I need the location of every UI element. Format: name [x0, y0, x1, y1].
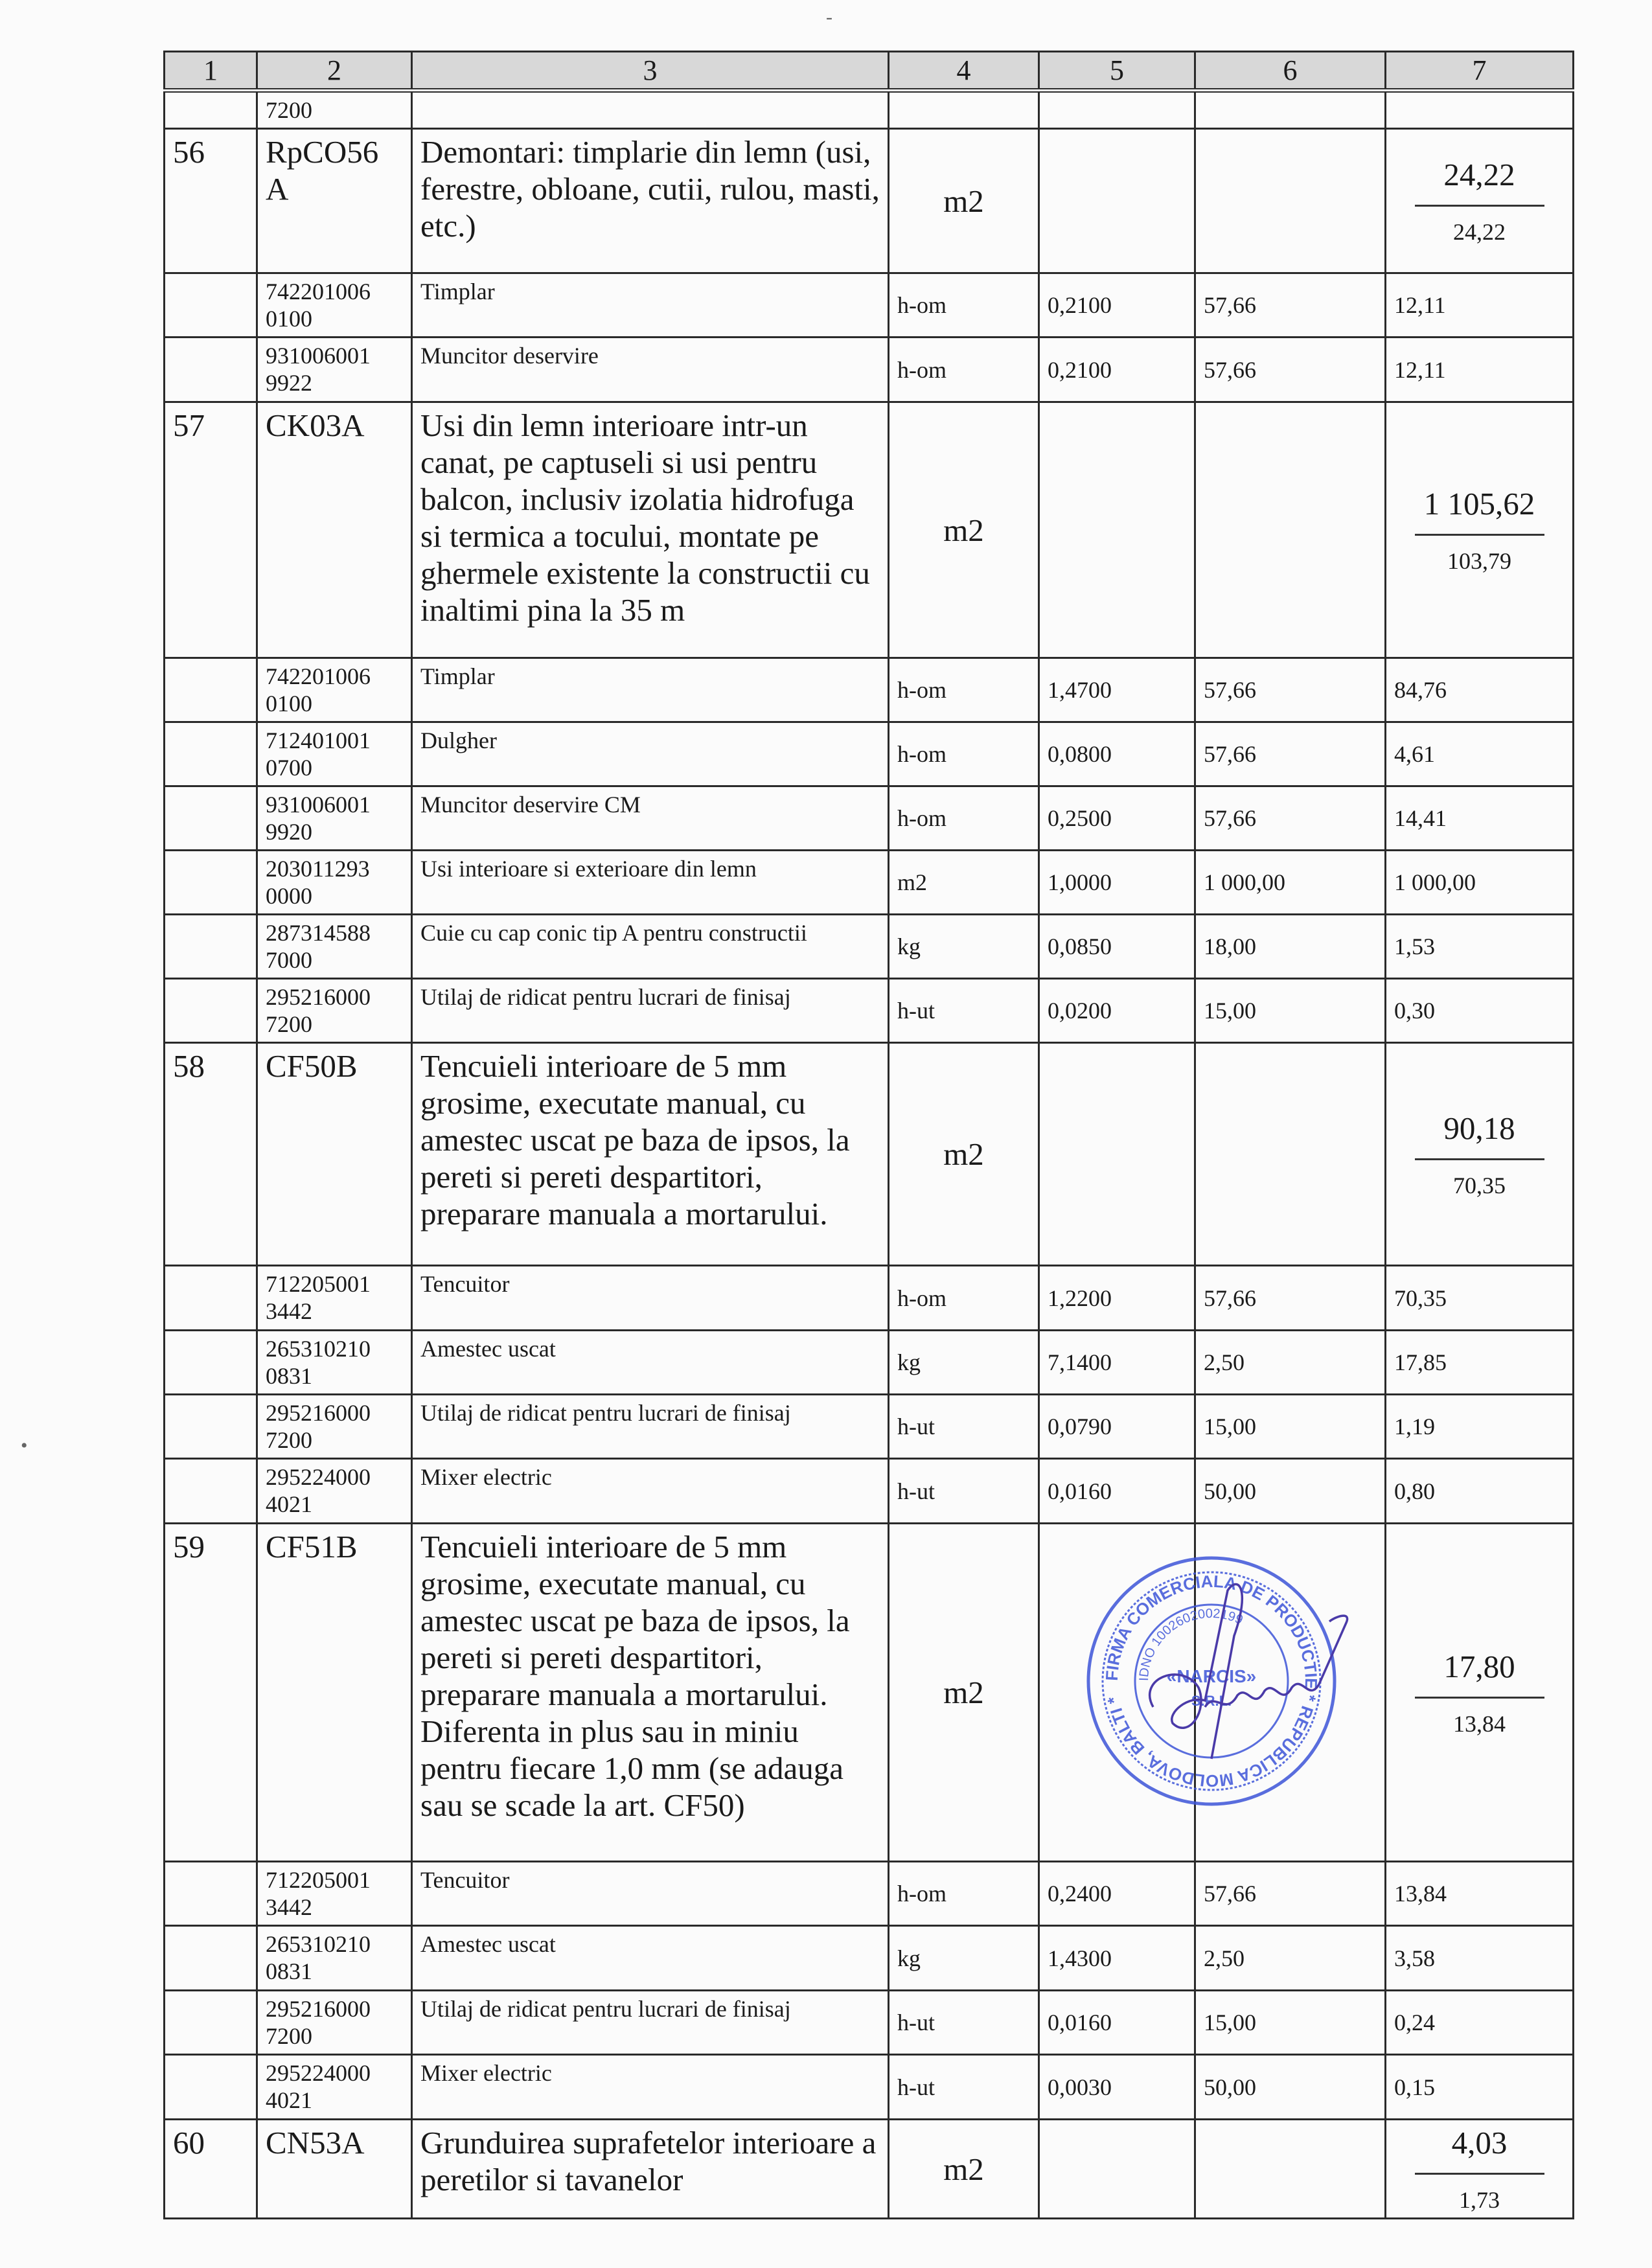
item-labor-total: 1,73 [1459, 2187, 1500, 2213]
quantity-cell [1039, 2120, 1195, 2219]
item-code: CF51B [257, 1524, 412, 1862]
work-item-row [165, 2120, 1574, 2219]
item-number-cell [165, 338, 257, 402]
item-total-cell [1386, 2120, 1574, 2219]
item-number: 57 [165, 402, 257, 658]
resource-total: 13,84 [1386, 1862, 1574, 1926]
resource-code: 712205001 3442 [257, 1862, 412, 1926]
quantity-cell [1039, 1524, 1195, 1862]
resource-unit: h-om [889, 273, 1039, 338]
resource-price: 57,66 [1195, 338, 1386, 402]
item-number-cell [165, 979, 257, 1043]
resource-name: Mixer electric [412, 1459, 889, 1524]
resource-name: Amestec uscat [412, 1926, 889, 1991]
resource-name: Utilaj de ridicat pentru lucrari de finisaj [412, 1991, 889, 2055]
resource-row [165, 851, 1574, 915]
item-description: Tencuieli interioare de 5 mm grosime, executate manual, cu amestec uscat pe baza de ipsos, la pereti si pereti despartitori, preparare manuala a mortarului. Diferenta in plus sau in miniu pentru fiecare 1,0 mm (se adauga sau se scade la art. CF50) [412, 1524, 889, 1862]
resource-row [165, 786, 1574, 851]
item-number: 58 [165, 1043, 257, 1266]
item-number-cell [165, 1991, 257, 2055]
resource-unit: kg [889, 1331, 1039, 1395]
item-number-cell [165, 1459, 257, 1524]
resource-quantity: 0,2100 [1039, 273, 1195, 338]
resource-code: 265310210 0831 [257, 1926, 412, 1991]
resource-price: 15,00 [1195, 979, 1386, 1043]
resource-row [165, 1862, 1574, 1926]
resource-quantity: 0,2500 [1039, 786, 1195, 851]
price-cell [1195, 91, 1386, 129]
resource-unit: h-om [889, 1862, 1039, 1926]
resource-unit: h-ut [889, 1991, 1039, 2055]
resource-unit: h-om [889, 786, 1039, 851]
resource-code: 287314588 7000 [257, 915, 412, 979]
item-labor-total: 24,22 [1453, 219, 1506, 245]
resource-row [165, 1459, 1574, 1524]
resource-quantity: 0,2400 [1039, 1862, 1195, 1926]
resource-total: 0,30 [1386, 979, 1574, 1043]
resource-price: 1 000,00 [1195, 851, 1386, 915]
item-number-cell [165, 1862, 257, 1926]
resource-unit: h-ut [889, 2055, 1039, 2120]
item-number-cell [165, 658, 257, 722]
resource-row [165, 273, 1574, 338]
resource-code: 712205001 3442 [257, 1266, 412, 1331]
resource-price: 2,50 [1195, 1926, 1386, 1991]
item-code: CK03A [257, 402, 412, 658]
resource-name: Tencuitor [412, 1862, 889, 1926]
resource-name: Cuie cu cap conic tip A pentru constructii [412, 915, 889, 979]
total-cell [1386, 91, 1574, 129]
item-number-cell [165, 915, 257, 979]
resource-name: Muncitor deservire [412, 338, 889, 402]
resource-unit: h-om [889, 658, 1039, 722]
resource-total: 0,80 [1386, 1459, 1574, 1524]
resource-code: 265310210 0831 [257, 1331, 412, 1395]
resource-total: 0,15 [1386, 2055, 1574, 2120]
resource-quantity: 0,0850 [1039, 915, 1195, 979]
item-number: 56 [165, 129, 257, 273]
column-number-header [165, 52, 1574, 91]
resource-price: 57,66 [1195, 722, 1386, 786]
item-unit: m2 [889, 1524, 1039, 1862]
resource-unit: h-om [889, 722, 1039, 786]
resource-row [165, 2055, 1574, 2120]
resource-price: 57,66 [1195, 786, 1386, 851]
resource-total: 4,61 [1386, 722, 1574, 786]
quantity-cell [1039, 1043, 1195, 1266]
resource-code: 295224000 4021 [257, 2055, 412, 2120]
resource-unit: kg [889, 1926, 1039, 1991]
item-total-cell [1386, 402, 1574, 658]
resource-total: 0,24 [1386, 1991, 1574, 2055]
resource-name: Muncitor deservire CM [412, 786, 889, 851]
item-number-cell [165, 91, 257, 129]
resource-quantity: 1,0000 [1039, 851, 1195, 915]
item-number: 60 [165, 2120, 257, 2219]
resource-total: 1 000,00 [1386, 851, 1574, 915]
resource-code: 203011293 0000 [257, 851, 412, 915]
header-col-4: 4 [889, 52, 1039, 91]
resource-total: 70,35 [1386, 1266, 1574, 1331]
scan-mark: • [21, 1435, 28, 1456]
resource-code: 742201006 0100 [257, 658, 412, 722]
resource-name: Mixer electric [412, 2055, 889, 2120]
resource-name: Amestec uscat [412, 1331, 889, 1395]
quantity-cell [1039, 91, 1195, 129]
header-col-6: 6 [1195, 52, 1386, 91]
resource-quantity: 0,0160 [1039, 1991, 1195, 2055]
item-description: Usi din lemn interioare intr-un canat, pe captuseli si usi pentru balcon, inclusiv izolatia hidrofuga si termica a tocului, montate pe ghermele existente la constructii cu inaltimi pina la 35 m [412, 402, 889, 658]
price-cell [1195, 2120, 1386, 2219]
item-total-cell [1386, 1524, 1574, 1862]
item-number-cell [165, 1266, 257, 1331]
resource-price: 57,66 [1195, 273, 1386, 338]
resource-code: 931006001 9922 [257, 338, 412, 402]
resource-quantity: 0,0790 [1039, 1395, 1195, 1459]
resource-unit: h-om [889, 1266, 1039, 1331]
item-number-cell [165, 1331, 257, 1395]
unit-cell [889, 91, 1039, 129]
resource-price: 50,00 [1195, 2055, 1386, 2120]
work-item-row [165, 129, 1574, 273]
header-col-1: 1 [165, 52, 257, 91]
resource-quantity: 0,0030 [1039, 2055, 1195, 2120]
resource-quantity: 0,0160 [1039, 1459, 1195, 1524]
item-number-cell [165, 1395, 257, 1459]
price-cell [1195, 129, 1386, 273]
resource-code: 295216000 7200 [257, 1395, 412, 1459]
resource-row [165, 979, 1574, 1043]
resource-price: 15,00 [1195, 1395, 1386, 1459]
item-total: 4,03 [1451, 2125, 1508, 2160]
header-col-7: 7 [1386, 52, 1574, 91]
resource-total: 12,11 [1386, 273, 1574, 338]
resource-quantity: 1,4300 [1039, 1926, 1195, 1991]
continued-row [165, 91, 1574, 129]
resource-name: Utilaj de ridicat pentru lucrari de finisaj [412, 979, 889, 1043]
resource-code: 295216000 7200 [257, 979, 412, 1043]
resource-row [165, 1395, 1574, 1459]
item-number-cell [165, 786, 257, 851]
resource-name: Tencuitor [412, 1266, 889, 1331]
resource-unit: h-ut [889, 1395, 1039, 1459]
price-cell [1195, 1043, 1386, 1266]
resource-row [165, 1926, 1574, 1991]
item-total: 1 105,62 [1423, 486, 1535, 521]
resource-quantity: 1,4700 [1039, 658, 1195, 722]
item-number: 59 [165, 1524, 257, 1862]
work-item-row [165, 1043, 1574, 1266]
item-labor-total: 103,79 [1447, 548, 1511, 574]
scan-mark: - [826, 6, 832, 28]
svg-text:FIRMA COMERCIALA DE PRODUCTIE: FIRMA COMERCIALA DE PRODUCTIE * REPUBLICA MOLDOVA, BALTI * [1101, 1571, 1322, 1791]
item-number-cell [165, 273, 257, 338]
price-cell [1195, 402, 1386, 658]
resource-name: Timplar [412, 658, 889, 722]
resource-row [165, 338, 1574, 402]
resource-code: 295224000 4021 [257, 1459, 412, 1524]
resource-row [165, 915, 1574, 979]
estimate-table [163, 51, 1574, 2219]
item-unit: m2 [889, 2120, 1039, 2219]
resource-unit: kg [889, 915, 1039, 979]
resource-row [165, 1331, 1574, 1395]
resource-price: 2,50 [1195, 1331, 1386, 1395]
work-item-row [165, 402, 1574, 658]
item-code: CF50B [257, 1043, 412, 1266]
description-cell [412, 91, 889, 129]
quantity-cell [1039, 402, 1195, 658]
resource-quantity: 0,2100 [1039, 338, 1195, 402]
item-number-cell [165, 851, 257, 915]
item-total-cell [1386, 1043, 1574, 1266]
header-col-5: 5 [1039, 52, 1195, 91]
resource-price: 15,00 [1195, 1991, 1386, 2055]
item-unit: m2 [889, 129, 1039, 273]
resource-row [165, 1991, 1574, 2055]
resource-total: 84,76 [1386, 658, 1574, 722]
resource-total: 1,53 [1386, 915, 1574, 979]
quantity-cell [1039, 129, 1195, 273]
resource-total: 1,19 [1386, 1395, 1574, 1459]
work-item-row [165, 1524, 1574, 1862]
price-cell [1195, 1524, 1386, 1862]
resource-name: Utilaj de ridicat pentru lucrari de finisaj [412, 1395, 889, 1459]
item-number-cell [165, 2055, 257, 2120]
resource-price: 18,00 [1195, 915, 1386, 979]
item-total: 90,18 [1443, 1110, 1515, 1146]
item-code: CN53A [257, 2120, 412, 2219]
resource-price: 57,66 [1195, 1266, 1386, 1331]
resource-total: 17,85 [1386, 1331, 1574, 1395]
item-total: 24,22 [1443, 157, 1515, 192]
resource-quantity: 1,2200 [1039, 1266, 1195, 1331]
item-unit: m2 [889, 1043, 1039, 1266]
resource-total: 3,58 [1386, 1926, 1574, 1991]
header-col-2: 2 [257, 52, 412, 91]
item-number-cell [165, 722, 257, 786]
resource-total: 14,41 [1386, 786, 1574, 851]
resource-unit: h-ut [889, 979, 1039, 1043]
header-col-3: 3 [412, 52, 889, 91]
resource-code: 7200 [257, 91, 412, 129]
resource-quantity: 0,0800 [1039, 722, 1195, 786]
resource-code: 931006001 9920 [257, 786, 412, 851]
resource-row [165, 658, 1574, 722]
resource-code: 295216000 7200 [257, 1991, 412, 2055]
item-labor-total: 70,35 [1453, 1172, 1506, 1198]
item-number-cell [165, 1926, 257, 1991]
resource-code: 742201006 0100 [257, 273, 412, 338]
resource-unit: h-om [889, 338, 1039, 402]
resource-price: 50,00 [1195, 1459, 1386, 1524]
resource-price: 57,66 [1195, 658, 1386, 722]
resource-code: 712401001 0700 [257, 722, 412, 786]
item-description: Tencuieli interioare de 5 mm grosime, executate manual, cu amestec uscat pe baza de ipsos, la pereti si pereti despartitori, preparare manuala a mortarului. [412, 1043, 889, 1266]
resource-name: Dulgher [412, 722, 889, 786]
item-description: Demontari: timplarie din lemn (usi, ferestre, obloane, cutii, rulou, masti, etc.) [412, 129, 889, 273]
resource-name: Timplar [412, 273, 889, 338]
item-code: RpCO56 A [257, 129, 412, 273]
resource-name: Usi interioare si exterioare din lemn [412, 851, 889, 915]
svg-text:S.R.L.: S.R.L. [1191, 1693, 1232, 1709]
resource-unit: h-ut [889, 1459, 1039, 1524]
item-total: 17,80 [1443, 1648, 1515, 1684]
item-description: Grunduirea suprafetelor interioare a peretilor si tavanelor [412, 2120, 889, 2219]
resource-price: 57,66 [1195, 1862, 1386, 1926]
item-labor-total: 13,84 [1453, 1710, 1506, 1737]
item-unit: m2 [889, 402, 1039, 658]
resource-row [165, 1266, 1574, 1331]
resource-quantity: 7,1400 [1039, 1331, 1195, 1395]
svg-text:IDNO 1002602002199: IDNO 1002602002199 [1136, 1606, 1245, 1682]
resource-row [165, 722, 1574, 786]
resource-total: 12,11 [1386, 338, 1574, 402]
item-total-cell [1386, 129, 1574, 273]
svg-text:«NARCIS»: «NARCIS» [1166, 1666, 1257, 1686]
resource-quantity: 0,0200 [1039, 979, 1195, 1043]
resource-unit: m2 [889, 851, 1039, 915]
